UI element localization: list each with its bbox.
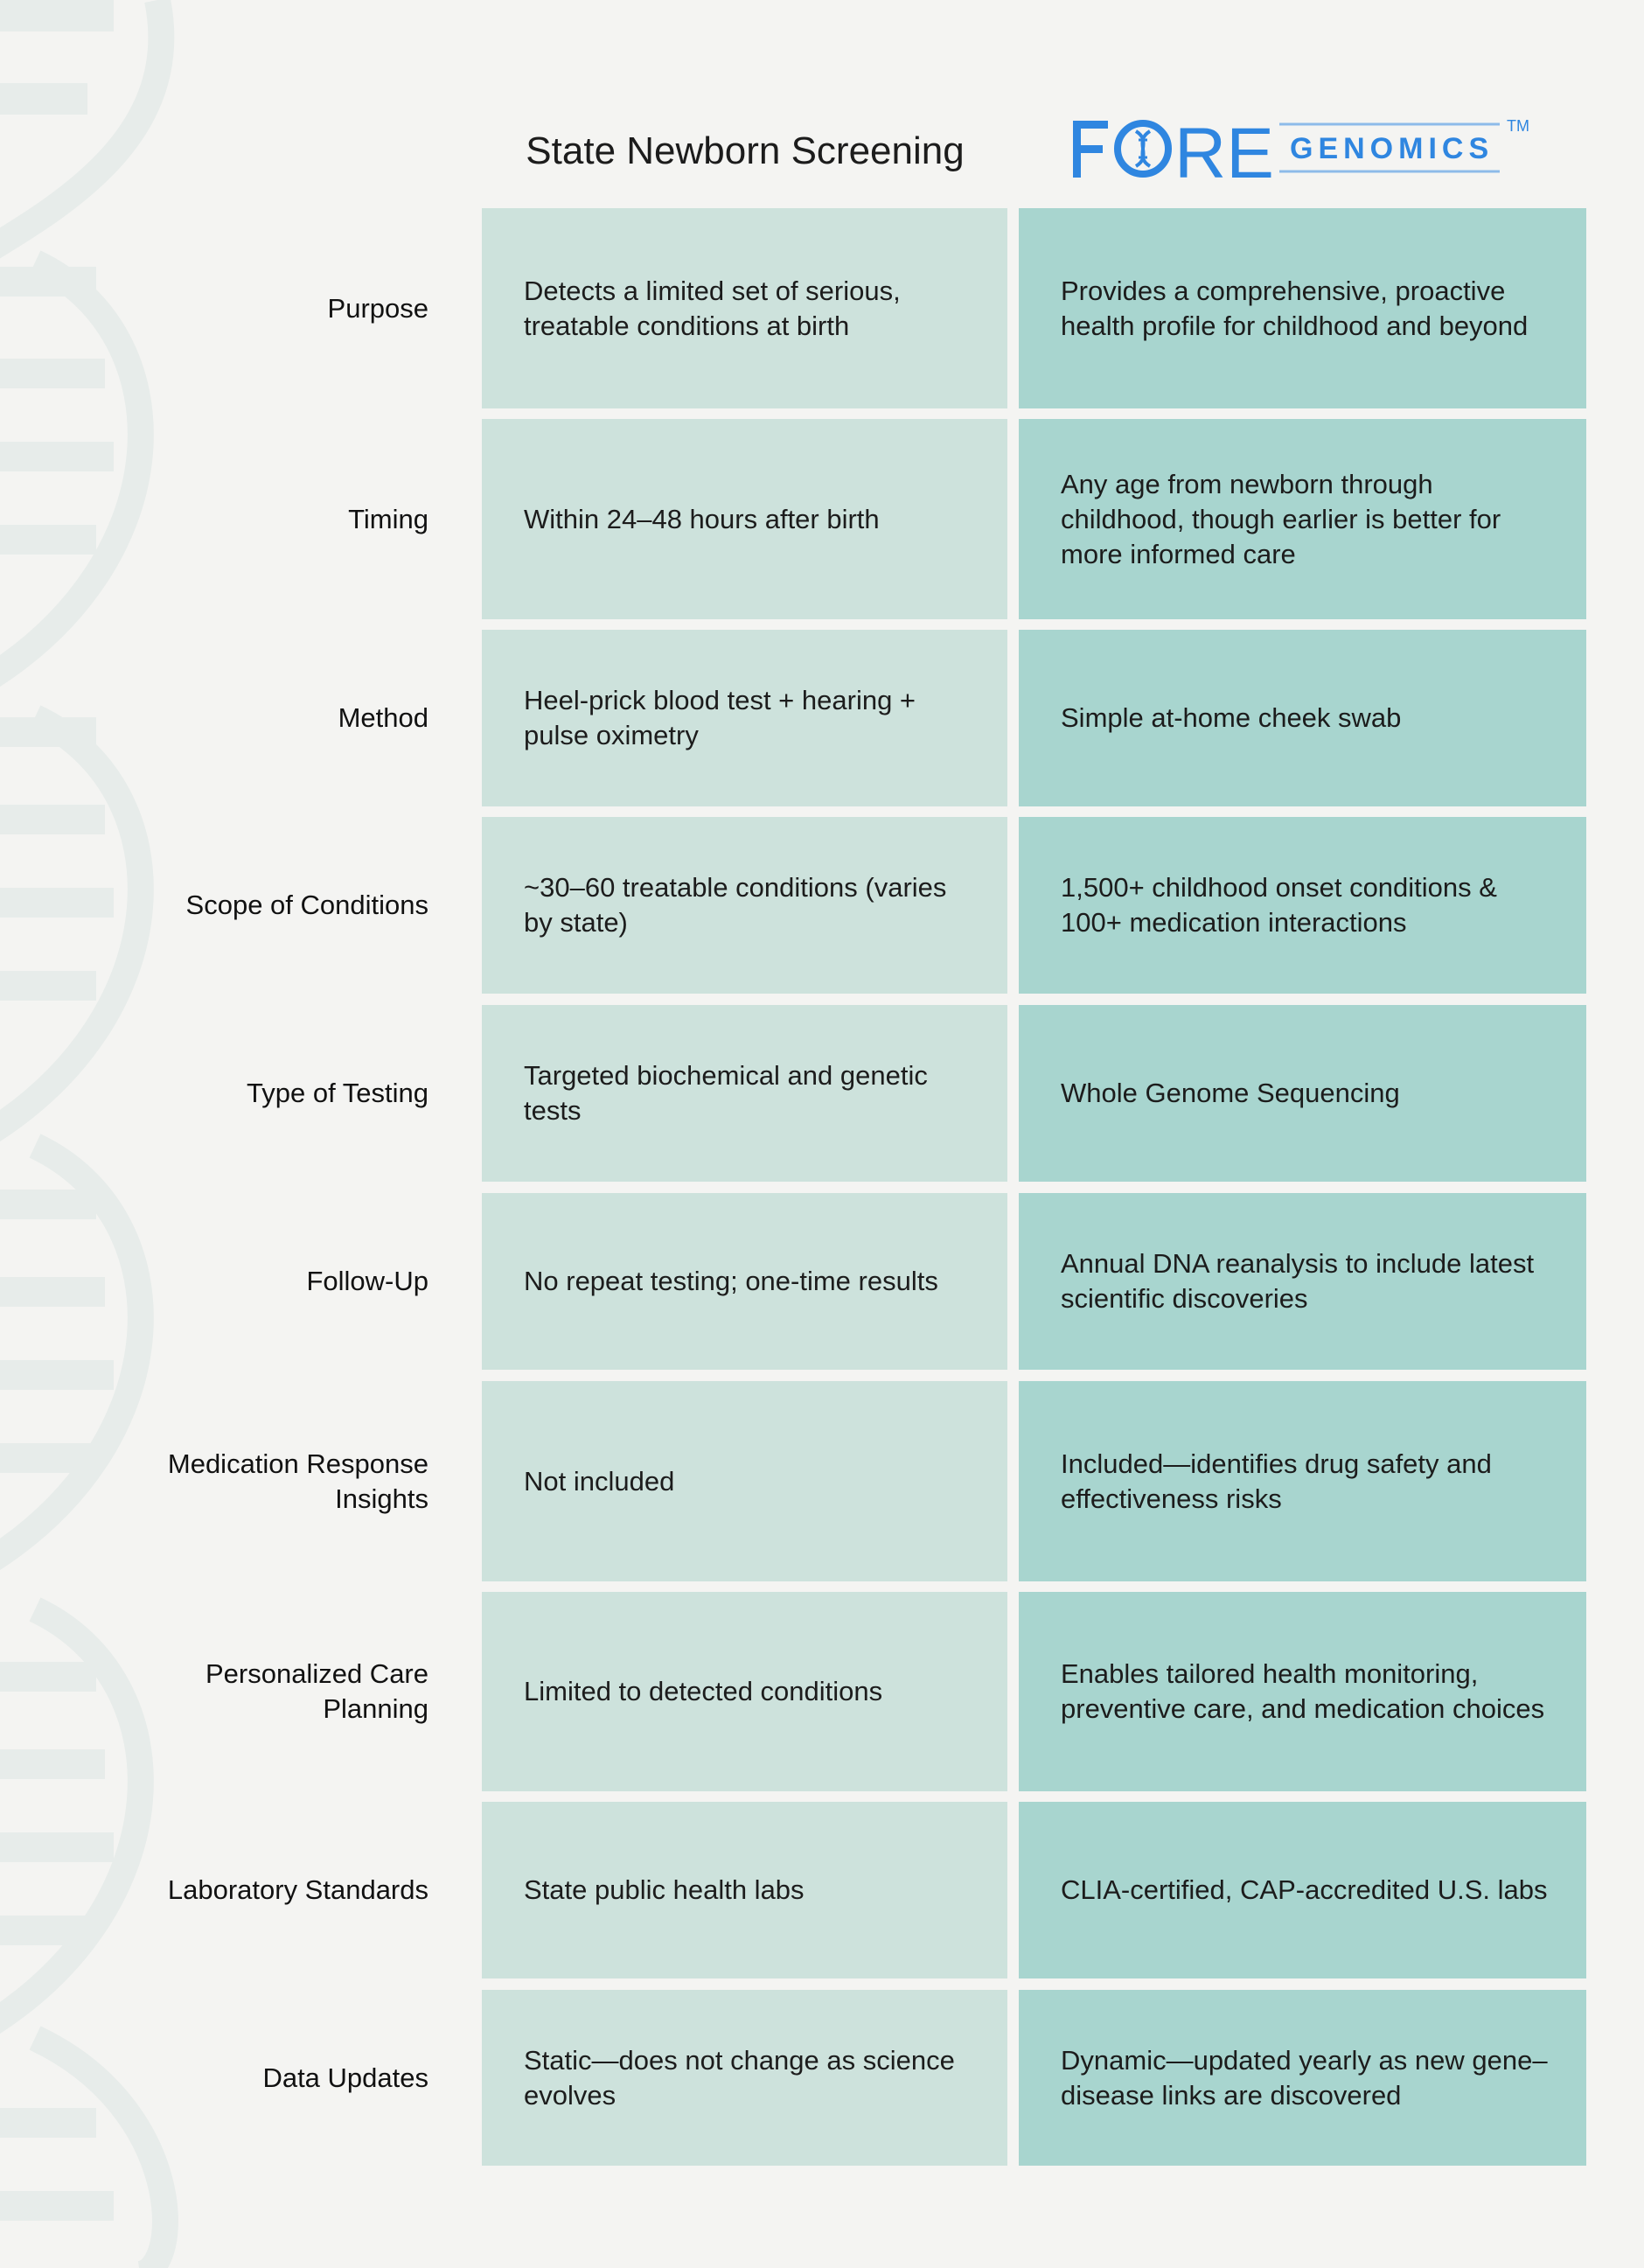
state-screening-cell: ~30–60 treatable conditions (varies by state) [482, 817, 1007, 994]
fore-genomics-cell: Simple at-home cheek swab [1019, 630, 1586, 806]
table-row [0, 1990, 1644, 2166]
state-screening-cell: Targeted biochemical and genetic tests [482, 1005, 1007, 1182]
fore-genomics-cell: Whole Genome Sequencing [1019, 1005, 1586, 1182]
table-row [0, 1381, 1644, 1581]
row-label: Scope of Conditions [185, 890, 428, 920]
fore-genomics-logo [1071, 114, 1539, 188]
row-label: Purpose [327, 292, 428, 324]
state-screening-cell: Not included [482, 1381, 1007, 1581]
fore-genomics-cell: Any age from newborn through childhood, though earlier is better for more informed care [1019, 419, 1586, 619]
row-label: Laboratory Standards [167, 1874, 428, 1905]
row-label: Timing [348, 503, 428, 534]
fore-genomics-cell: Included—identifies drug safety and effectiveness risks [1019, 1381, 1586, 1581]
fore-genomics-cell: Dynamic—updated yearly as new gene–disease links are discovered [1019, 1990, 1586, 2166]
fore-genomics-cell: Annual DNA reanalysis to include latest scientific discoveries [1019, 1193, 1586, 1370]
table-row [0, 208, 1644, 408]
row-label: Personalized Care Planning [205, 1658, 428, 1724]
row-label: Method [338, 702, 428, 733]
trademark-mark: TM [1507, 117, 1529, 135]
row-label: Follow-Up [306, 1266, 428, 1296]
table-row [0, 419, 1644, 619]
state-screening-cell: No repeat testing; one-time results [482, 1193, 1007, 1370]
table-row [0, 1005, 1644, 1182]
state-screening-cell: Detects a limited set of serious, treatable conditions at birth [482, 208, 1007, 408]
row-label: Data Updates [262, 2062, 428, 2093]
state-screening-cell: Heel-prick blood test + hearing + pulse oximetry [482, 630, 1007, 806]
row-label: Type of Testing [247, 1078, 428, 1108]
table-row [0, 817, 1644, 994]
fore-genomics-cell: Enables tailored health monitoring, preventive care, and medication choices [1019, 1592, 1586, 1791]
table-row [0, 1592, 1644, 1791]
genomics-wordmark: GENOMICS [1290, 132, 1494, 165]
row-label: Medication Response Insights [167, 1448, 428, 1514]
table-row [0, 1802, 1644, 1978]
state-screening-cell: Within 24–48 hours after birth [482, 419, 1007, 619]
fore-genomics-cell: Provides a comprehensive, proactive health profile for childhood and beyond [1019, 208, 1586, 408]
table-row [0, 630, 1644, 806]
table-row [0, 1193, 1644, 1370]
state-screening-cell: Limited to detected conditions [482, 1592, 1007, 1791]
fore-genomics-cell: CLIA-certified, CAP-accredited U.S. labs [1019, 1802, 1586, 1978]
state-screening-cell: State public health labs [482, 1802, 1007, 1978]
svg-text:RE: RE [1174, 114, 1274, 188]
state-screening-column-title: State Newborn Screening [526, 129, 965, 172]
fore-genomics-cell: 1,500+ childhood onset conditions & 100+ medication interactions [1019, 817, 1586, 994]
state-screening-cell: Static—does not change as science evolves [482, 1990, 1007, 2166]
